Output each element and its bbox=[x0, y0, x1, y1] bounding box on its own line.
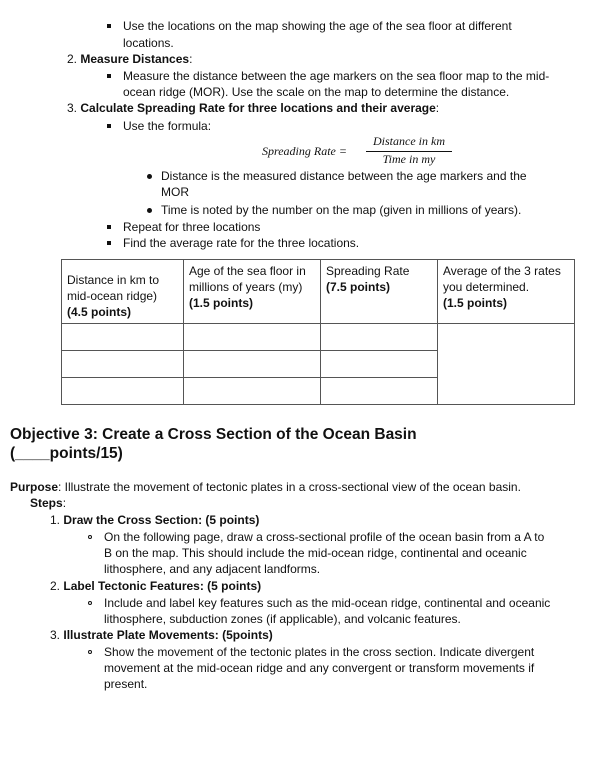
obj-step3-line1: Show the movement of the tectonic plates in the cross section. Indicate divergent bbox=[104, 645, 535, 659]
step1-bullet-line2: locations. bbox=[123, 36, 174, 50]
bullet-icon bbox=[107, 24, 111, 28]
obj-step1-line2: B on the map. This should include the mid-ocean ridge, continental and oceanic bbox=[104, 546, 527, 560]
steps-label: Steps bbox=[30, 496, 63, 510]
header-age: Age of the sea floor in millions of years (my) (1.5 points) bbox=[184, 260, 321, 324]
obj-step2-heading: 2. Label Tectonic Features: (5 points) bbox=[50, 579, 262, 593]
bullet-icon bbox=[88, 601, 92, 605]
step2-number: 2. bbox=[67, 52, 78, 66]
obj-step3-title: Illustrate Plate Movements bbox=[63, 628, 215, 642]
average-bullet: Find the average rate for the three locations. bbox=[123, 236, 360, 250]
obj-step2-line2: lithosphere, subduction zones (if applicable), and volcanic features. bbox=[104, 612, 461, 626]
bullet-icon bbox=[147, 208, 152, 213]
formula-bullet: Use the formula: bbox=[123, 119, 212, 133]
table-row bbox=[62, 324, 575, 351]
sub1-line1: Distance is the measured distance between the age markers and the bbox=[161, 169, 527, 183]
obj-step1-heading: 1. Draw the Cross Section: (5 points) bbox=[50, 513, 260, 527]
purpose-text: : Illustrate the movement of tectonic plates in a cross-sectional view of the ocean basin. bbox=[58, 480, 521, 494]
obj-step2-line1: Include and label key features such as the mid-ocean ridge, continental and oceanic bbox=[104, 596, 551, 610]
bullet-icon bbox=[107, 74, 111, 78]
table-cell-input[interactable] bbox=[184, 351, 321, 378]
step1-bullet-line1: Use the locations on the map showing the age of the sea floor at different bbox=[123, 19, 512, 33]
table-cell-average-input[interactable] bbox=[438, 324, 575, 405]
header-average: Average of the 3 rates you determined. (1.5 points) bbox=[438, 260, 575, 324]
obj-step3-line3: present. bbox=[104, 677, 148, 691]
bullet-icon bbox=[107, 241, 111, 245]
step2-bullet-line2: ocean ridge (MOR). Use the scale on the map to determine the distance. bbox=[123, 85, 510, 99]
step3-title: Calculate Spreading Rate for three locations and their average bbox=[80, 101, 436, 115]
objective3-title: Objective 3: Create a Cross Section of the Ocean Basin bbox=[10, 426, 417, 443]
obj-step2-title: Label Tectonic Features bbox=[63, 579, 200, 593]
table-cell-input[interactable] bbox=[184, 378, 321, 405]
table-cell-input[interactable] bbox=[321, 351, 438, 378]
table-cell-input[interactable] bbox=[62, 351, 184, 378]
step3-colon: : bbox=[435, 101, 440, 115]
step3-number: 3. bbox=[67, 101, 78, 115]
steps-label-line bbox=[30, 495, 66, 511]
step2-title: Measure Distances bbox=[80, 52, 190, 66]
obj-step1-title: Draw the Cross Section bbox=[63, 513, 199, 527]
repeat-bullet: Repeat for three locations bbox=[123, 220, 261, 234]
sub1-line2: MOR bbox=[161, 185, 189, 199]
table-cell-input[interactable] bbox=[184, 324, 321, 351]
obj-step1-line1: On the following page, draw a cross-sectional profile of the ocean basin from a A to bbox=[104, 530, 545, 544]
purpose-label: Purpose bbox=[10, 480, 59, 494]
bullet-icon bbox=[107, 124, 111, 128]
obj-step3-heading: 3. Illustrate Plate Movements: (5points) bbox=[50, 628, 273, 642]
bullet-icon bbox=[107, 225, 111, 229]
table-cell-input[interactable] bbox=[321, 324, 438, 351]
obj-step1-line3: lithosphere, and any adjacent landforms. bbox=[104, 562, 321, 576]
bullet-icon bbox=[88, 650, 92, 654]
formula-numerator: Distance in km bbox=[373, 134, 445, 148]
bullet-icon bbox=[88, 535, 92, 539]
table-cell-input[interactable] bbox=[321, 378, 438, 405]
steps-colon: : bbox=[62, 496, 67, 510]
header-distance: Distance in km to mid-ocean ridge) (4.5 points) bbox=[62, 260, 184, 324]
step3-heading bbox=[67, 100, 439, 116]
table-header-row bbox=[62, 260, 575, 324]
bullet-icon bbox=[147, 174, 152, 179]
step2-bullet-line1: Measure the distance between the age markers on the sea floor map to the mid- bbox=[123, 69, 550, 83]
spreading-rate-table bbox=[61, 259, 575, 405]
objective3-points: (____points/15) bbox=[10, 445, 123, 462]
table-cell-input[interactable] bbox=[62, 378, 184, 405]
formula-denominator: Time in my bbox=[382, 152, 436, 166]
purpose-line bbox=[10, 479, 521, 495]
header-spreading-rate: Spreading Rate (7.5 points) bbox=[321, 260, 438, 324]
sub2-line: Time is noted by the number on the map (given in millions of years). bbox=[161, 203, 522, 217]
step2-heading bbox=[67, 51, 192, 67]
table-cell-input[interactable] bbox=[62, 324, 184, 351]
formula-lhs: Spreading Rate = bbox=[262, 144, 347, 158]
step2-colon: : bbox=[189, 52, 193, 66]
obj-step3-line2: movement at the mid-ocean ridge and any convergent or transform movements if bbox=[104, 661, 535, 675]
